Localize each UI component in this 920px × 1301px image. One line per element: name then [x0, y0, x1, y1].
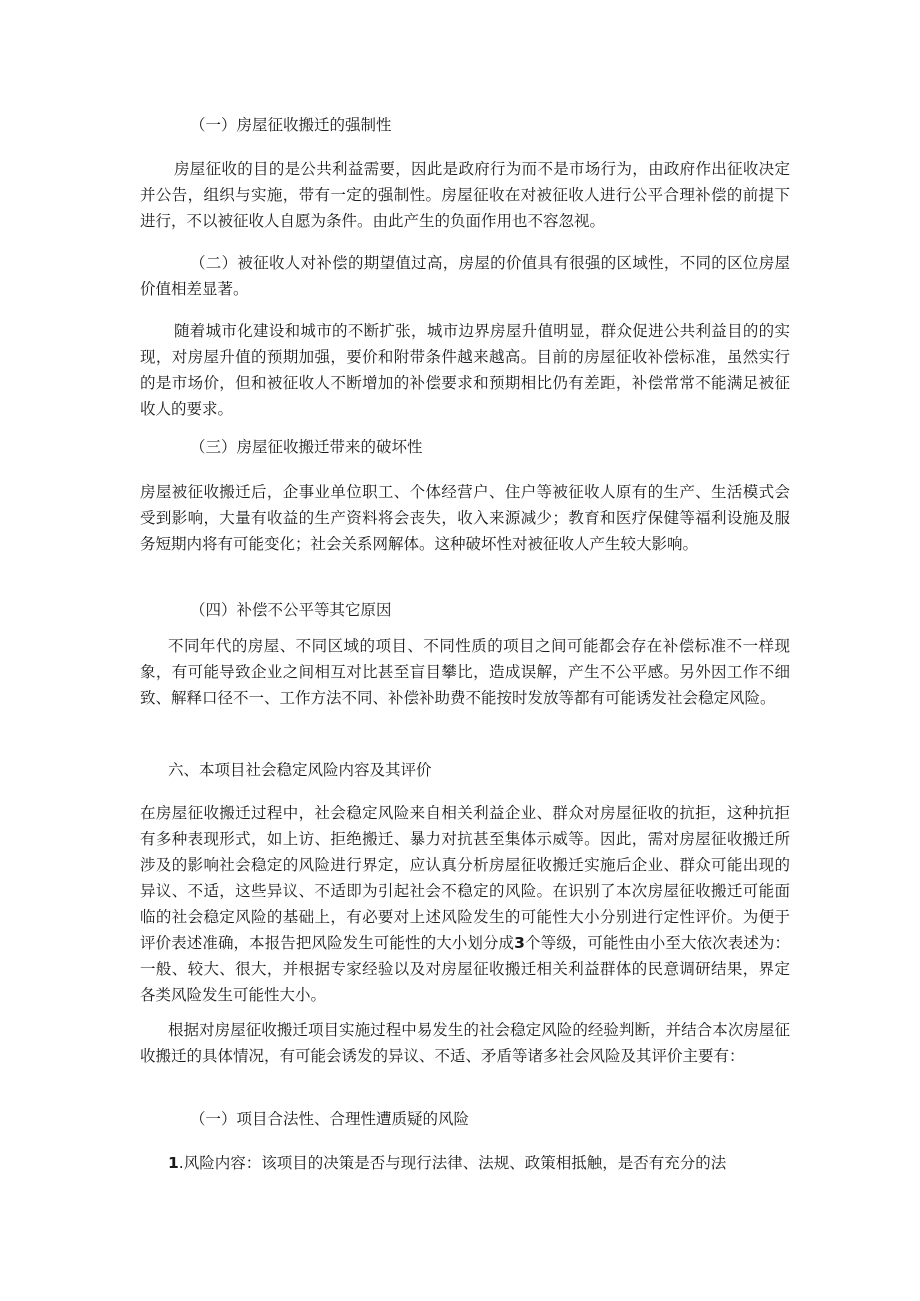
paragraph-compulsory: 房屋征收的目的是公共利益需要，因此是政府行为而不是市场行为，由政府作出征收决定并公告，组织与实施，带有一定的强制性。房屋征收在对被征收人进行公平合理补偿的前提下进行，不以被征收人自愿为条件。由此产生的负面作用也不容忽视。 [140, 160, 790, 230]
level-count-number: 3 [514, 934, 525, 952]
heading-expectation: （二）被征收人对补偿的期望值过高，房屋的价值具有很强的区域性，不同的区位房屋价值相差显著。 [140, 254, 790, 298]
paragraph-unfair: 不同年代的房屋、不同区域的项目、不同性质的项目之间可能都会存在补偿标准不一样现象，有可能导致企业之间相互对比甚至盲目攀比，造成误解，产生不公平感。另外因工作不细致、解释口径不一、工作方法不同、补偿补助费不能按时发放等都有可能诱发社会稳定风险。 [140, 637, 790, 707]
paragraph-risk-list-intro: 根据对房屋征收搬迁项目实施过程中易发生的社会稳定风险的经验判断，并结合本次房屋征收搬迁的具体情况，有可能会诱发的异议、不适、矛盾等诸多社会风险及其评价主要有： [140, 1021, 790, 1065]
paragraph-risk-assessment [140, 800, 790, 1008]
paragraph-expectation: 随着城市化建设和城市的不断扩张，城市边界房屋升值明显，群众促进公共利益目的的实现，对房屋升值的预期加强，要价和附带条件越来越高。目前的房屋征收补偿标准，虽然实行的是市场价，但和被征收人不断增加的补偿要求和预期相比仍有差距，补偿常常不能满足被征收人的要求。 [140, 322, 790, 418]
heading-unfair: （四）补偿不公平等其它原因 [190, 601, 392, 619]
section-6-title: 六、本项目社会稳定风险内容及其评价 [168, 761, 432, 779]
paragraph-risk-assessment-part-1: 在房屋征收搬迁过程中，社会稳定风险来自相关利益企业、群众对房屋征收的抗拒，这种抗拒有多种表现形式，如上访、拒绝搬迁、暴力对抗甚至集体示威等。因此，需对房屋征收搬迁所涉及的影响社会稳定的风险进行界定，应认真分析房屋征收搬迁实施后企业、群众可能出现的异议、不适，这些异议、不适即为引起社会不稳定的风险。在识别了本次房屋征收搬迁可能面临的社会稳定风险的基础上，有必要对上述风险发生的可能性大小分别进行定性评价。为便于评价表述准确，本报告把风险发生可能性的大小划分成 [140, 804, 790, 952]
list-item-1 [140, 1150, 790, 1176]
paragraph-destructive: 房屋被征收搬迁后，企事业单位职工、个体经营户、住户等被征收人原有的生产、生活模式会受到影响，大量有收益的生产资料将会丧失，收入来源减少；教育和医疗保健等福利设施及服务短期内将有可能变化；社会关系网解体。这种破坏性对被征收人产生较大影响。 [140, 483, 790, 553]
list-item-1-number: 1 [168, 1154, 179, 1172]
heading-legality: （一）项目合法性、合理性遭质疑的风险 [190, 1110, 470, 1128]
heading-destructive: （三）房屋征收搬迁带来的破坏性 [190, 438, 423, 456]
list-item-1-text: .风险内容：该项目的决策是否与现行法律、法规、政策相抵触，是否有充分的法 [178, 1154, 727, 1172]
paragraph-risk-assessment-part-2: 个等级，可能性由小至大依次表述为：一般、较大、很大，并根据专家经验以及对房屋征收搬迁相关利益群体的民意调研结果，界定各类风险发生可能性大小。 [140, 934, 790, 1004]
heading-compulsory: （一）房屋征收搬迁的强制性 [190, 116, 392, 134]
